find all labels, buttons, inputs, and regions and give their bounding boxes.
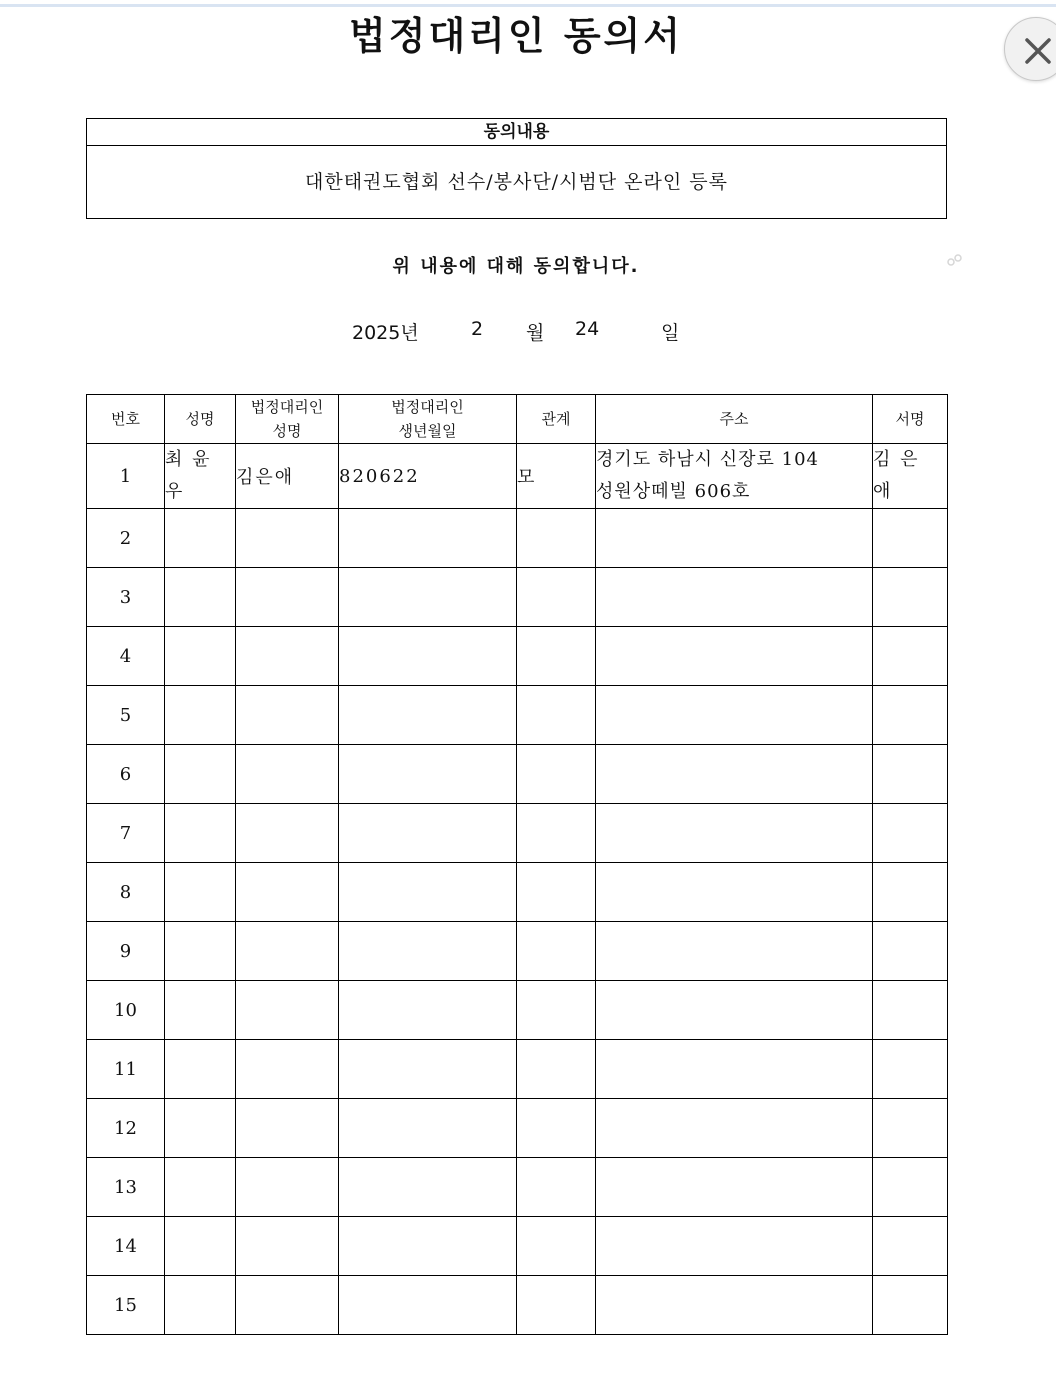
relation <box>517 981 596 1040</box>
relation <box>517 1217 596 1276</box>
address-line1: 경기도 하남시 신장로 104 <box>596 449 820 470</box>
participant-name <box>165 1040 236 1099</box>
guardian-birthdate <box>339 922 517 981</box>
guardian-birthdate <box>339 686 517 745</box>
signature <box>873 1158 948 1217</box>
guardian-birthdate <box>339 804 517 863</box>
address <box>596 1217 873 1276</box>
guardian-name <box>236 922 339 981</box>
address <box>596 981 873 1040</box>
relation <box>517 863 596 922</box>
agreement-statement: 위 내용에 대해 동의합니다. <box>392 256 640 277</box>
guardian-birthdate: 820622 <box>339 444 517 509</box>
table-row <box>87 1158 948 1217</box>
guardian-birthdate <box>339 1040 517 1099</box>
signature <box>873 804 948 863</box>
relation <box>517 509 596 568</box>
signature <box>873 1217 948 1276</box>
table-row <box>87 804 948 863</box>
row-number: 5 <box>87 686 165 745</box>
row-number: 9 <box>87 922 165 981</box>
header-name: 성명 <box>165 395 236 444</box>
participant-name-line1: 최 윤 <box>165 449 212 470</box>
signature <box>873 981 948 1040</box>
participant-name <box>165 686 236 745</box>
header-signature: 서명 <box>873 395 948 444</box>
table-row <box>87 922 948 981</box>
guardian-birthdate <box>339 981 517 1040</box>
participant-name <box>165 1217 236 1276</box>
date-line <box>0 318 1056 348</box>
relation <box>517 745 596 804</box>
row-number: 8 <box>87 863 165 922</box>
relation <box>517 804 596 863</box>
table-row <box>87 1099 948 1158</box>
relation: 모 <box>517 444 596 509</box>
relation <box>517 1276 596 1335</box>
participant-name <box>165 627 236 686</box>
guardian-birthdate <box>339 627 517 686</box>
row-number: 3 <box>87 568 165 627</box>
guardian-name <box>236 981 339 1040</box>
signature <box>873 509 948 568</box>
table-row <box>87 1217 948 1276</box>
participant-name <box>165 1099 236 1158</box>
row-number: 10 <box>87 981 165 1040</box>
row-number: 12 <box>87 1099 165 1158</box>
address <box>596 1158 873 1217</box>
address <box>596 1276 873 1335</box>
date-day-unit: 일 <box>661 322 680 344</box>
guardian-birthdate <box>339 509 517 568</box>
table-row <box>87 863 948 922</box>
guardian-name <box>236 745 339 804</box>
table-row <box>87 627 948 686</box>
guardian-name <box>236 568 339 627</box>
participant-name <box>165 444 236 509</box>
relation <box>517 1158 596 1217</box>
guardian-birthdate <box>339 863 517 922</box>
guardian-birthdate <box>339 568 517 627</box>
address <box>596 745 873 804</box>
table-row <box>87 1276 948 1335</box>
signature-line2: 애 <box>873 481 893 502</box>
signature <box>873 568 948 627</box>
guardian-name <box>236 686 339 745</box>
relation <box>517 568 596 627</box>
viewer-top-border <box>0 4 1056 7</box>
participant-name <box>165 863 236 922</box>
signature-line1: 김 은 <box>873 449 920 470</box>
row-number: 11 <box>87 1040 165 1099</box>
guardian-name <box>236 1099 339 1158</box>
relation <box>517 922 596 981</box>
participant-name <box>165 568 236 627</box>
participant-name <box>165 981 236 1040</box>
signature <box>873 745 948 804</box>
date-year: 2025년 <box>352 322 419 344</box>
relation <box>517 627 596 686</box>
signature <box>873 863 948 922</box>
guardian-name <box>236 1040 339 1099</box>
address <box>596 922 873 981</box>
guardian-birthdate <box>339 745 517 804</box>
header-guardian-name-line2: 성명 <box>272 422 302 440</box>
header-guardian-name-line1: 법정대리인 <box>250 398 324 416</box>
participant-name <box>165 509 236 568</box>
guardian-name: 김은애 <box>236 444 339 509</box>
header-relation: 관계 <box>517 395 596 444</box>
row-number: 14 <box>87 1217 165 1276</box>
header-address: 주소 <box>596 395 873 444</box>
address <box>596 686 873 745</box>
header-guardian-birth <box>339 395 517 444</box>
relation <box>517 1099 596 1158</box>
guardian-roster-table <box>86 394 948 1335</box>
signature <box>873 1040 948 1099</box>
guardian-name <box>236 804 339 863</box>
signature <box>873 1276 948 1335</box>
row-number: 15 <box>87 1276 165 1335</box>
participant-name <box>165 922 236 981</box>
guardian-name <box>236 1217 339 1276</box>
date-month-unit: 월 <box>526 322 545 344</box>
participant-name <box>165 745 236 804</box>
guardian-birthdate <box>339 1099 517 1158</box>
guardian-birthdate <box>339 1217 517 1276</box>
header-guardian-name <box>236 395 339 444</box>
table-row <box>87 981 948 1040</box>
link-icon <box>946 253 964 267</box>
guardian-name <box>236 1276 339 1335</box>
row-number: 13 <box>87 1158 165 1217</box>
row-number: 7 <box>87 804 165 863</box>
header-number: 번호 <box>87 395 165 444</box>
participant-name <box>165 1158 236 1217</box>
table-row <box>87 444 948 509</box>
address <box>596 863 873 922</box>
guardian-birthdate <box>339 1276 517 1335</box>
guardian-name <box>236 863 339 922</box>
signature <box>873 686 948 745</box>
consent-content: 대한태권도협회 선수/봉사단/시범단 온라인 등록 <box>304 171 728 193</box>
table-row <box>87 568 948 627</box>
table-row <box>87 1040 948 1099</box>
table-row <box>87 686 948 745</box>
address-line2: 성원상떼빌 606호 <box>596 481 751 502</box>
consent-box <box>86 118 947 219</box>
participant-name <box>165 804 236 863</box>
guardian-birthdate <box>339 1158 517 1217</box>
relation <box>517 686 596 745</box>
row-number: 4 <box>87 627 165 686</box>
address <box>596 1099 873 1158</box>
table-row <box>87 509 948 568</box>
signature <box>873 627 948 686</box>
guardian-name <box>236 1158 339 1217</box>
row-number: 2 <box>87 509 165 568</box>
participant-name <box>165 1276 236 1335</box>
header-guardian-birth-line1: 법정대리인 <box>391 398 464 416</box>
row-number: 1 <box>87 444 165 509</box>
address <box>596 627 873 686</box>
header-guardian-birth-line2: 생년월일 <box>398 422 457 440</box>
signature <box>873 444 948 509</box>
address <box>596 568 873 627</box>
guardian-name <box>236 509 339 568</box>
address <box>596 804 873 863</box>
table-header-row <box>87 395 948 444</box>
consent-header: 동의내용 <box>87 119 946 146</box>
signature <box>873 922 948 981</box>
date-day: 24 <box>575 318 600 340</box>
signature <box>873 1099 948 1158</box>
participant-name-line2: 우 <box>165 481 185 502</box>
relation <box>517 1040 596 1099</box>
address <box>596 1040 873 1099</box>
table-row <box>87 745 948 804</box>
guardian-name <box>236 627 339 686</box>
row-number: 6 <box>87 745 165 804</box>
document-title: 법정대리인 동의서 <box>349 14 683 58</box>
date-month: 2 <box>471 318 484 340</box>
address <box>596 509 873 568</box>
address <box>596 444 873 509</box>
